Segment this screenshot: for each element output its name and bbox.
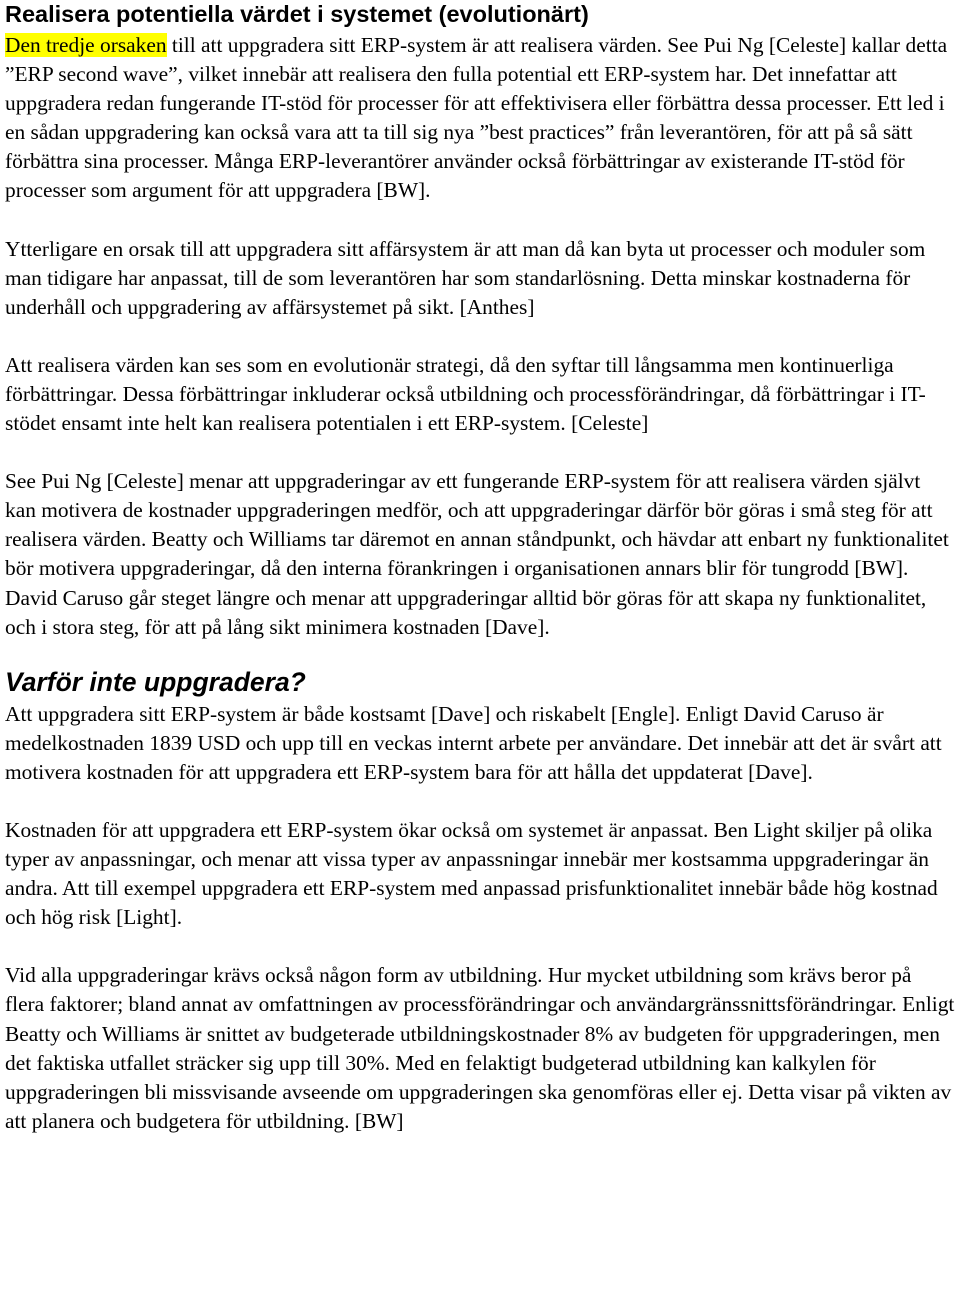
paragraph-ytterligare: Ytterligare en orsak till att uppgradera sitt affärsystem är att man då kan byta ut processer och moduler som man tidigare har anpassat, till de som leverantören har som standarlösning. Detta minskar kostnaderna för underhåll och uppgradering av affärsystemet på sikt. [Anthes] [5,236,926,319]
paragraph-kostsamt: Att uppgradera sitt ERP-system är både kostsamt [Dave] och riskabelt [Engle]. Enligt David Caruso är medelkostnaden 1839 USD och upp till en veckas internt arbete per användare. Det innebär att det är svårt att motivera kostnaden för att uppgradera ett ERP-system bara för att hålla det uppdaterat [Dave]. [5,701,942,784]
section-heading-varfor-inte: Varför inte uppgradera? [5,666,306,697]
paragraph-see-pui-ng: See Pui Ng [Celeste] menar att uppgraderingar av ett fungerande ERP-system för att realisera värden självt kan motivera de kostnader uppgraderingen medför, och att uppgraderingar därför bör göras i små steg för att realisera värden. Beatty och Williams tar däremot en annan ståndpunkt, och hävdar att enbart ny funktionalitet bör motivera uppgraderingar, då den interna förankringen i organisationen annars blir för tungrodd [BW]. David Caruso går steget längre och menar att uppgraderingar alltid bör göras för att skapa ny funktionalitet, och i stora steg, för att på lång sikt minimera kostnaden [Dave]. [5,469,949,639]
paragraph-text: till att uppgradera sitt ERP-system är att realisera värden. See Pui Ng [Celeste] kallar detta ”ERP second wave”, vilket innebär att realisera den fulla potential ett ERP-system har. Det innefattar att uppgradera redan fungerande IT-stöd för processer för att effektivisera eller förbättra dessa processer. Ett led i en sådan uppgradering kan också vara att ta till sig nya ”best practices” från leverantören, för att på så sätt förbättra sina processer. Många ERP-leverantörer använder också förbättringar av existerande IT-stöd för processer som argument för att uppgradera [BW]. [5,33,948,203]
paragraph-tredje-orsaken [5,31,955,206]
highlighted-text: Den tredje orsaken [5,33,167,57]
section-heading-realisera: Realisera potentiella värdet i systemet (evolutionärt) [5,1,589,27]
paragraph-utbildning: Vid alla uppgraderingar krävs också någon form av utbildning. Hur mycket utbildning som krävs beror på flera faktorer; bland annat av omfattningen av processförändringar och användargränssnittsförändringar. Enligt Beatty och Williams är snittet av budgeterade utbildningskostnader 8% av budgeten för uppgraderingen, men det faktiska utfallet sträcker sig upp till 30%. Med en felaktigt budgeterad utbildning kan kalkylen för uppgraderingen bli missvisande avseende om uppgraderingen ska genomföras eller ej. Detta visar på vikten av att planera och budgetera för utbildning. [BW] [5,963,955,1133]
paragraph-kostnaden: Kostnaden för att uppgradera ett ERP-system ökar också om systemet är anpassat. Ben Light skiljer på olika typer av anpassningar, och menar att vissa typer av anpassningar innebär mer kostsamma uppgraderingar än andra. Att till exempel uppgradera ett ERP-system med anpassad prisfunktionalitet innebär både hög kostnad och hög risk [Light]. [5,817,938,930]
paragraph-evolutionar-strategi: Att realisera värden kan ses som en evolutionär strategi, då den syftar till långsamma men kontinuerliga förbättringar. Dessa förbättringar inkluderar också utbildning och processförändringar, då förbättringar i IT-stödet ensamt inte helt kan realisera potentialen i ett ERP-system. [Celeste] [5,352,926,436]
document-page [5,0,955,1165]
